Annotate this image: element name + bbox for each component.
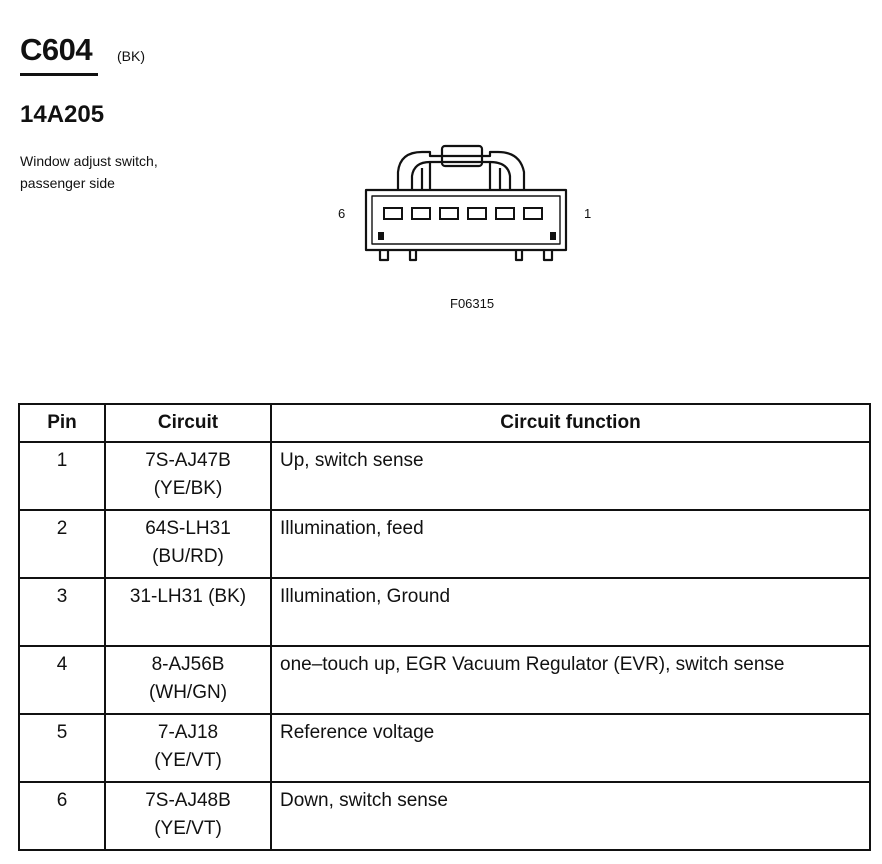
table-row xyxy=(19,442,870,510)
circuit-function: Illumination, feed xyxy=(271,510,870,578)
circuit-cell xyxy=(105,646,271,714)
circuit-cell xyxy=(105,442,271,510)
table-header-row xyxy=(19,404,870,442)
circuit-cell xyxy=(105,714,271,782)
table-row xyxy=(19,510,870,578)
pin-number: 2 xyxy=(19,510,105,578)
circuit-function: Down, switch sense xyxy=(271,782,870,850)
circuit-cell xyxy=(105,510,271,578)
circuit-cell xyxy=(105,578,271,646)
circuit-color: (WH/GN) xyxy=(148,682,228,703)
circuit-code: 64S-LH31 xyxy=(145,518,231,539)
diagram-pin-label-right: 1 xyxy=(584,206,592,221)
circuit-function: Illumination, Ground xyxy=(271,578,870,646)
pin-number: 3 xyxy=(19,578,105,646)
circuit-color: (YE/BK) xyxy=(153,478,223,499)
circuit-function: Up, switch sense xyxy=(271,442,870,510)
circuit-function: one–touch up, EGR Vacuum Regulator (EVR), switch sense xyxy=(271,646,870,714)
figure-id: F06315 xyxy=(450,296,495,311)
connector-id-underline xyxy=(20,73,98,76)
diagram-pin-label-left: 6 xyxy=(338,206,346,221)
circuit-code: 7S-AJ48B xyxy=(145,790,231,811)
circuit-cell xyxy=(105,782,271,850)
part-number: 14A205 xyxy=(20,101,105,128)
pin-number: 4 xyxy=(19,646,105,714)
table-row xyxy=(19,714,870,782)
circuit-function: Reference voltage xyxy=(271,714,870,782)
circuit-color: (YE/VT) xyxy=(154,818,222,839)
circuit-code: 7-AJ18 xyxy=(157,722,219,743)
circuit-color: (BU/RD) xyxy=(152,546,224,567)
connector-id: C604 xyxy=(20,32,93,67)
table-row xyxy=(19,782,870,850)
connector-face-diagram xyxy=(330,132,620,272)
circuit-code: 31-LH31 (BK) xyxy=(129,586,247,607)
header-pin: Pin xyxy=(19,404,105,442)
pin-cavity xyxy=(496,208,514,219)
pin-cavity xyxy=(412,208,430,219)
pin-cavity xyxy=(524,208,542,219)
table-row xyxy=(19,578,870,646)
connector-description: Window adjust switch, passenger side xyxy=(20,153,158,191)
pin-number: 6 xyxy=(19,782,105,850)
table-row xyxy=(19,646,870,714)
connector-color: (BK) xyxy=(117,48,145,64)
pin-cavity xyxy=(440,208,458,219)
header-circuit: Circuit xyxy=(105,404,271,442)
circuit-color: (YE/VT) xyxy=(154,750,222,771)
connector-latch-outer xyxy=(398,152,524,190)
circuit-code: 7S-AJ47B xyxy=(145,450,231,471)
pin-cavity xyxy=(468,208,486,219)
pinout-table xyxy=(18,403,871,851)
header-circuit-function: Circuit function xyxy=(271,404,870,442)
pin-cavity xyxy=(384,208,402,219)
circuit-code: 8-AJ56B xyxy=(151,654,225,675)
pin-number: 5 xyxy=(19,714,105,782)
pin-number: 1 xyxy=(19,442,105,510)
